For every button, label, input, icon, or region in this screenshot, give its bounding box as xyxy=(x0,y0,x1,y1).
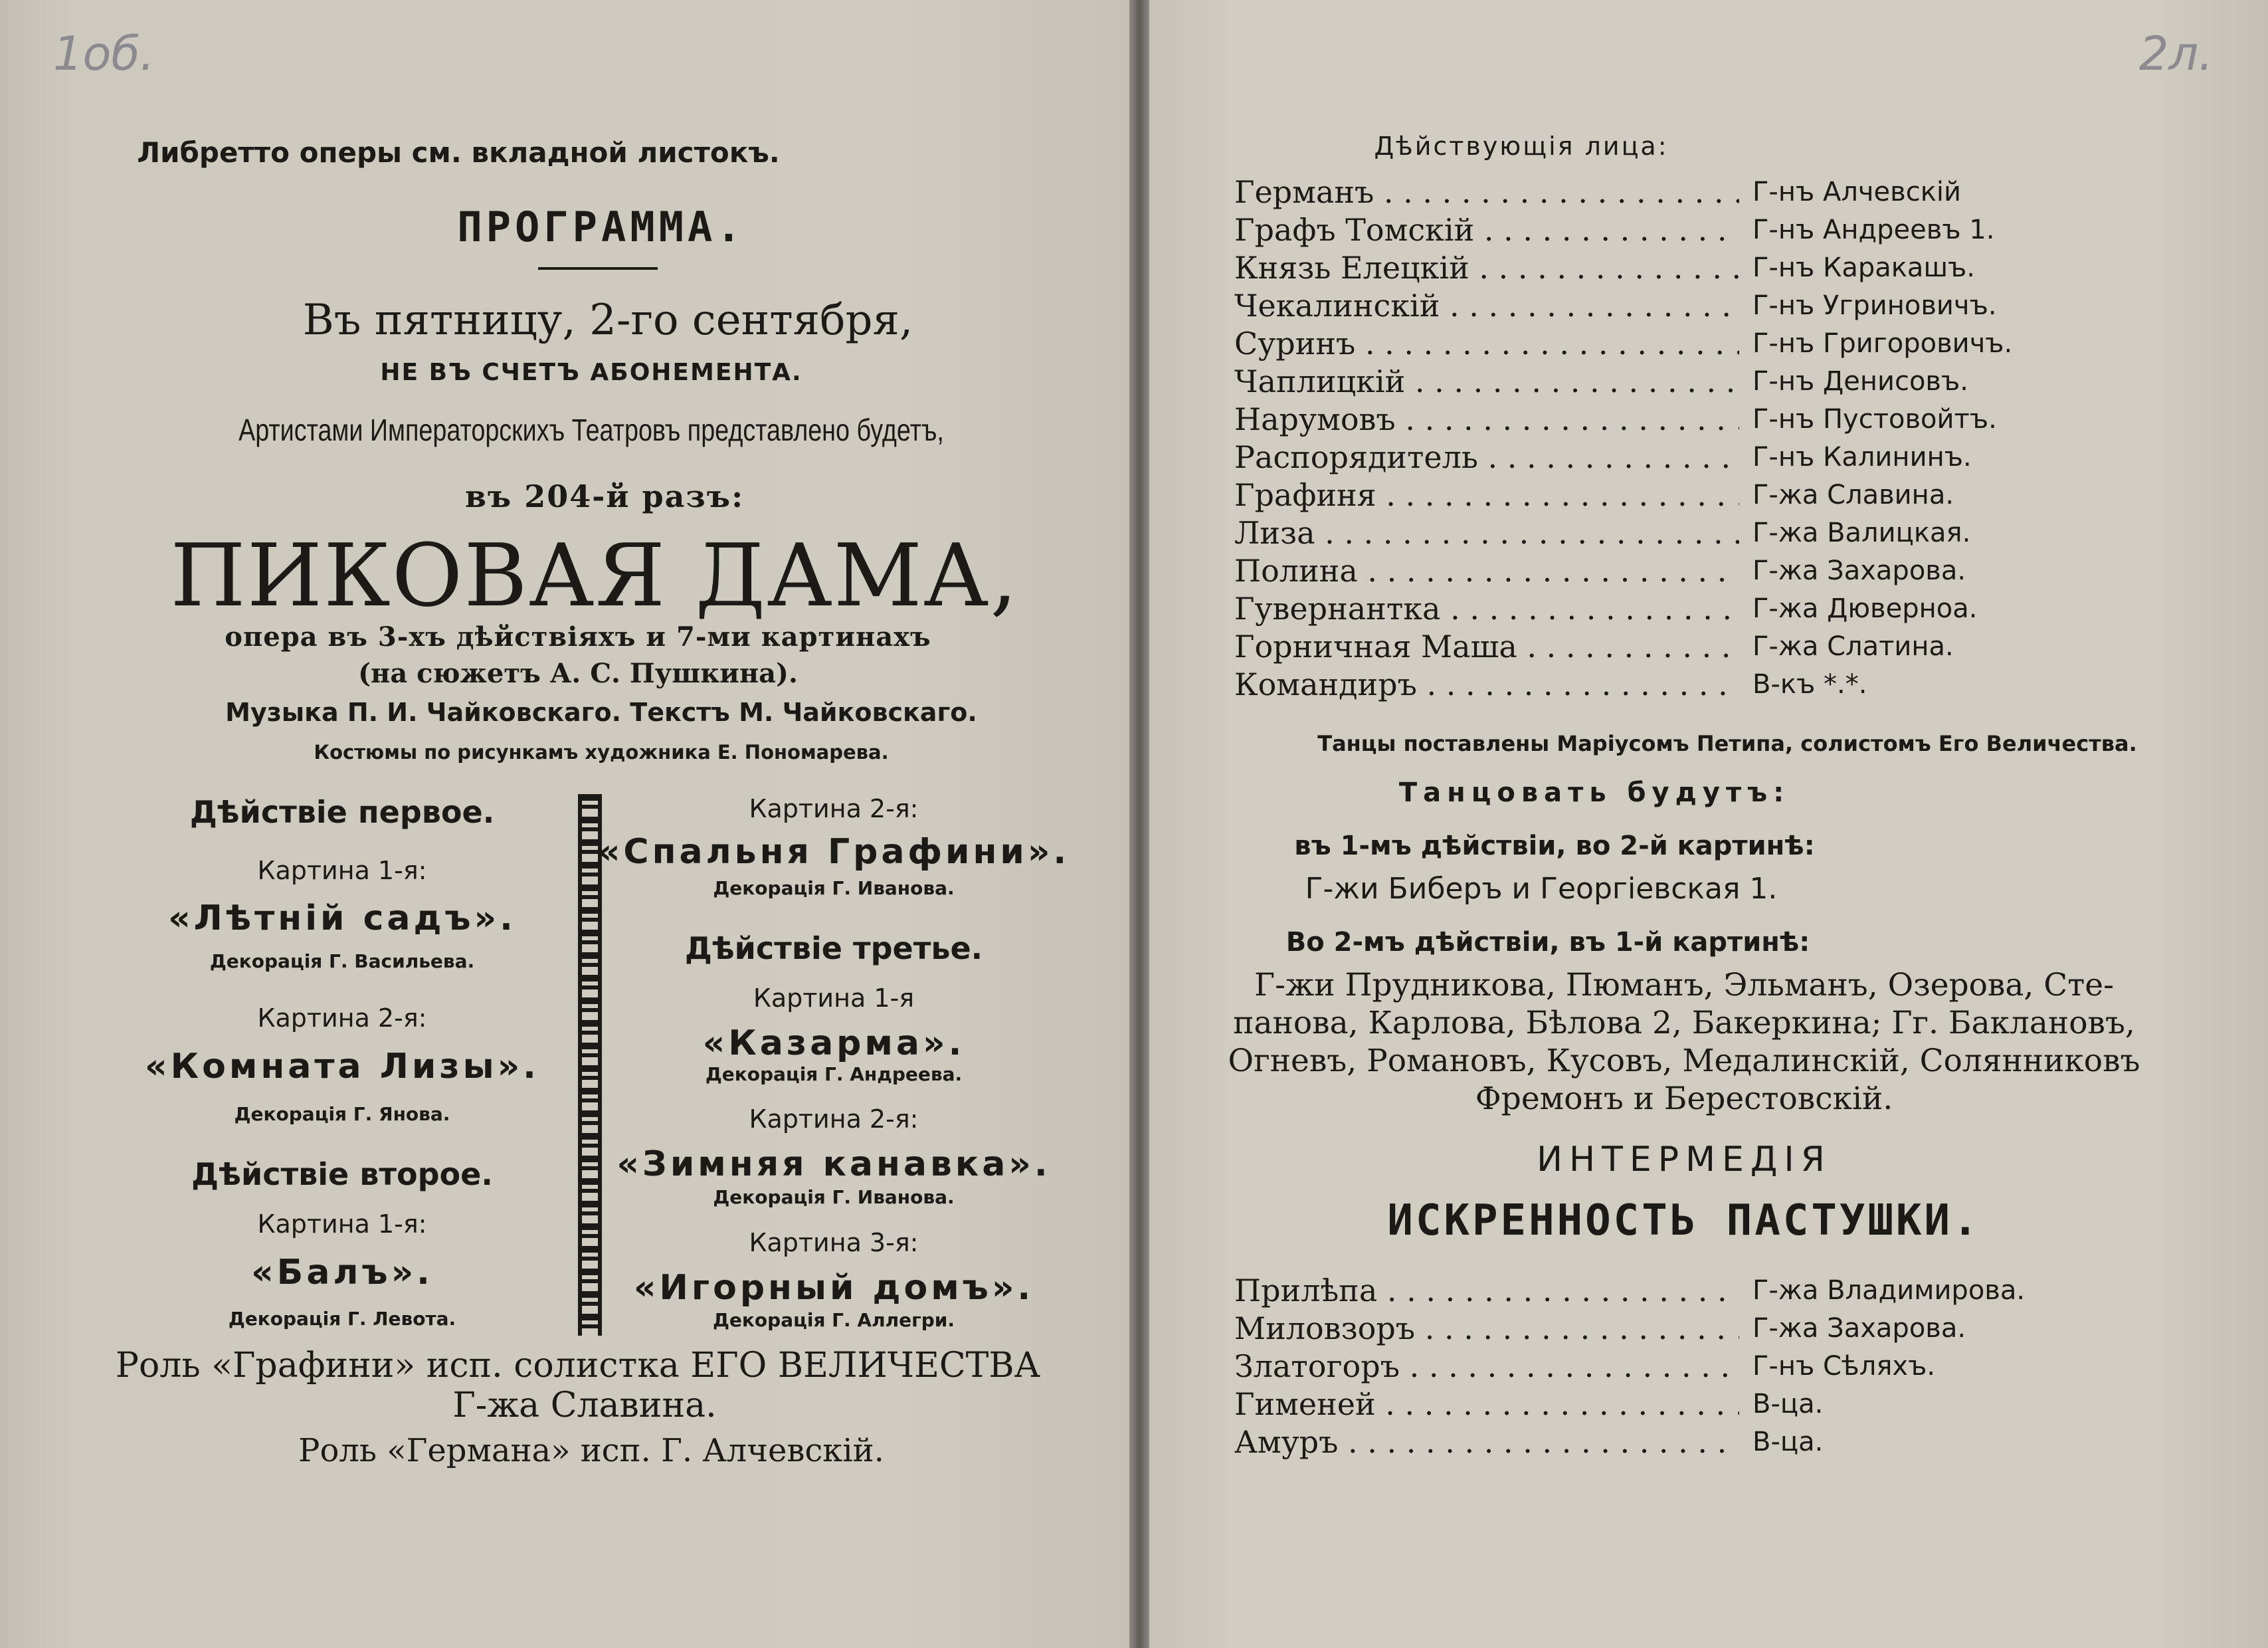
opera-source: (на сюжетъ А. С. Пушкина). xyxy=(358,658,798,689)
program-scene: Картина 2-я: xyxy=(257,1003,427,1033)
intermedia-cast-actor: Г-нъ Сѣляхъ. xyxy=(1752,1351,1936,1382)
right-page xyxy=(1149,0,2268,1648)
intermedia-cast-actor: В-ца. xyxy=(1752,1427,1824,1457)
intermedia-cast-role: Златогоръ . . . xyxy=(1234,1348,1739,1384)
program-name: «Балъ». xyxy=(251,1253,433,1292)
program-scene: Картина 1-я xyxy=(753,983,915,1013)
act2-dancers-line-3: Огневъ, Романовъ, Кусовъ, Медалинскій, Солянниковъ xyxy=(1228,1043,2140,1079)
cast-actor: Г-жа Захарова. xyxy=(1752,556,1966,586)
cast-role: Чаплицкій . . . xyxy=(1234,363,1739,399)
cast-list xyxy=(1234,174,2198,706)
cast-actor: Г-нъ Андреевъ 1. xyxy=(1752,215,1995,245)
cast-role: Гувернантка . . . xyxy=(1234,591,1739,627)
cast-actor: Г-жа Слатина. xyxy=(1752,631,1954,662)
program-name: «Спальня Графини». xyxy=(597,832,1070,872)
program-decor: Декорація Г. Андреева. xyxy=(705,1063,963,1085)
intermedia-cast-role: Прилѣпа . . . xyxy=(1234,1273,1739,1308)
costumes-line: Костюмы по рисункамъ художника Е. Пономарева. xyxy=(314,741,889,764)
book-gutter xyxy=(1129,0,1149,1648)
act2-dancers-line-1: Г-жи Прудникова, Пюманъ, Эльманъ, Озерова, Сте- xyxy=(1254,967,2114,1003)
pencil-folio-mark: 1об. xyxy=(53,27,155,81)
german-role-line: Роль «Германа» исп. Г. Алчевскій. xyxy=(298,1432,884,1469)
cast-row xyxy=(1234,326,2198,363)
program-act: Дѣйствіе третье. xyxy=(684,930,983,966)
cast-role: Распорядитель . . . xyxy=(1234,439,1739,475)
cast-role: Графиня . . . xyxy=(1234,477,1739,513)
intermedia-cast-row xyxy=(1234,1424,2198,1462)
intermedia-cast-role: Амуръ . . . xyxy=(1234,1424,1739,1460)
program-scene: Картина 1-я: xyxy=(257,856,427,885)
cast-role: Полина . . . xyxy=(1234,553,1739,589)
cast-row xyxy=(1234,629,2198,667)
cast-row xyxy=(1234,250,2198,288)
intermedia-cast-list xyxy=(1234,1273,2198,1472)
cast-row xyxy=(1234,439,2198,477)
act2-dance-heading: Во 2-мъ дѣйствіи, въ 1-й картинѣ: xyxy=(1285,927,1810,958)
cast-actor: Г-нъ Пустовойтъ. xyxy=(1752,404,1997,435)
intermedia-cast-row xyxy=(1234,1310,2198,1348)
column-divider-ornament xyxy=(578,794,602,1336)
program-heading: ПРОГРАММА. xyxy=(457,203,745,251)
libretto-note: Либретто оперы см. вкладной листокъ. xyxy=(137,136,780,169)
act1-dancers: Г-жи Биберъ и Георгіевская 1. xyxy=(1305,872,1778,906)
intermedia-cast-row xyxy=(1234,1348,2198,1386)
cast-row xyxy=(1234,553,2198,591)
cast-role: Германъ . . . xyxy=(1234,174,1739,210)
program-decor: Декорація Г. Васильева. xyxy=(209,950,475,972)
cast-actor: Г-нъ Денисовъ. xyxy=(1752,366,1968,397)
cast-actor: Г-нъ Григоровичъ. xyxy=(1752,328,2013,359)
cast-role: Горничная Маша . . . xyxy=(1234,629,1739,665)
cast-row xyxy=(1234,591,2198,629)
program-name: «Зимняя канавка». xyxy=(616,1144,1051,1184)
cast-actor: Г-нъ Калининъ. xyxy=(1752,442,1972,472)
program-scene: Картина 2-я: xyxy=(749,1104,919,1134)
cast-row xyxy=(1234,401,2198,439)
intermedia-cast-row xyxy=(1234,1273,2198,1310)
intermedia-cast-row xyxy=(1234,1386,2198,1424)
dances-staged-line: Танцы поставлены Маріусомъ Петипа, солистомъ Его Величества. xyxy=(1317,731,2137,756)
cast-actor: Г-жа Валицкая. xyxy=(1752,518,1971,548)
pencil-folio-mark-right: 2л. xyxy=(2139,27,2214,81)
cast-row xyxy=(1234,212,2198,250)
cast-heading: Дѣйствующія лица: xyxy=(1374,132,1669,161)
countess-actor-line: Г-жа Славина. xyxy=(452,1386,717,1425)
program-decor: Декорація Г. Иванова. xyxy=(713,1186,955,1208)
program-scene: Картина 3-я: xyxy=(749,1228,919,1257)
intermedia-cast-actor: В-ца. xyxy=(1752,1389,1824,1419)
subscription-note: НЕ ВЪ СЧЕТЪ АБОНЕМЕНТА. xyxy=(380,359,803,386)
opera-subtitle: опера въ 3-хъ дѣйствіяхъ и 7-ми картинахъ xyxy=(225,621,931,653)
program-scene: Картина 1-я: xyxy=(257,1209,427,1239)
program-name: «Игорный домъ». xyxy=(633,1268,1034,1308)
cast-actor: В-къ *.*. xyxy=(1752,669,1867,700)
credits-line: Музыка П. И. Чайковскаго. Текстъ М. Чайковскаго. xyxy=(225,698,977,727)
program-decor: Декорація Г. Левота. xyxy=(228,1308,456,1330)
program-name: «Казарма». xyxy=(702,1023,965,1063)
intermedia-title: ИСКРЕННОСТЬ ПАСТУШКИ. xyxy=(1387,1196,1981,1245)
left-page xyxy=(0,0,1129,1648)
dancers-heading: Танцовать будутъ: xyxy=(1398,777,1790,808)
cast-role: Князь Елецкій . . . xyxy=(1234,250,1739,286)
program-name: «Комната Лизы». xyxy=(145,1047,539,1086)
cast-row xyxy=(1234,288,2198,326)
heading-ornament-rule xyxy=(538,267,658,270)
program-decor: Декорація Г. Аллегри. xyxy=(712,1309,955,1331)
cast-role: Нарумовъ . . . xyxy=(1234,401,1739,437)
cast-role: Командиръ . . . xyxy=(1234,667,1739,702)
program-act: Дѣйствіе второе. xyxy=(191,1156,493,1192)
performance-number: въ 204-й разъ: xyxy=(464,478,745,514)
cast-actor: Г-нъ Алчевскій xyxy=(1752,177,1961,207)
program-scene: Картина 2-я: xyxy=(749,794,919,823)
cast-actor: Г-нъ Угриновичъ. xyxy=(1752,290,1997,321)
cast-role: Чекалинскій . . . xyxy=(1234,288,1739,324)
program-act: Дѣйствіе первое. xyxy=(189,794,495,830)
artists-line: Артистами Императорскихъ Театровъ представлено будетъ, xyxy=(238,413,944,447)
cast-row xyxy=(1234,363,2198,401)
cast-actor: Г-нъ Каракашъ. xyxy=(1752,253,1976,283)
act1-dance-heading: въ 1-мъ дѣйствіи, во 2-й картинѣ: xyxy=(1294,831,1815,861)
intermedia-cast-actor: Г-жа Захарова. xyxy=(1752,1313,1966,1344)
opera-title: ПИКОВАЯ ДАМА, xyxy=(170,525,1019,626)
cast-row xyxy=(1234,667,2198,704)
act2-dancers-line-2: панова, Карлова, Бѣлова 2, Бакеркина; Гг. Баклановъ, xyxy=(1233,1005,2135,1041)
cast-actor: Г-жа Славина. xyxy=(1752,480,1954,510)
program-decor: Декорація Г. Иванова. xyxy=(713,877,955,899)
cast-row xyxy=(1234,477,2198,515)
countess-role-line: Роль «Графини» исп. солистка ЕГО ВЕЛИЧЕСТВА xyxy=(116,1346,1040,1386)
program-decor: Декорація Г. Янова. xyxy=(234,1103,450,1125)
intermedia-cast-actor: Г-жа Владимирова. xyxy=(1752,1275,2026,1306)
act2-dancers-line-4: Фремонъ и Берестовскій. xyxy=(1475,1081,1893,1117)
intermedia-cast-role: Миловзоръ . . . xyxy=(1234,1310,1739,1346)
cast-role: Графъ Томскій . . . xyxy=(1234,212,1739,248)
performance-date: Въ пятницу, 2-го сентября, xyxy=(302,296,913,345)
cast-role: Лиза . . . xyxy=(1234,515,1739,551)
cast-row xyxy=(1234,174,2198,212)
intermedia-cast-role: Гименей . . . xyxy=(1234,1386,1739,1422)
program-name: «Лѣтній садъ». xyxy=(168,898,516,938)
intermedia-label: ИНТЕРМЕДІЯ xyxy=(1537,1140,1832,1180)
cast-role: Суринъ . . . xyxy=(1234,326,1739,361)
cast-actor: Г-жа Дюверноа. xyxy=(1752,593,1978,624)
cast-row xyxy=(1234,515,2198,553)
